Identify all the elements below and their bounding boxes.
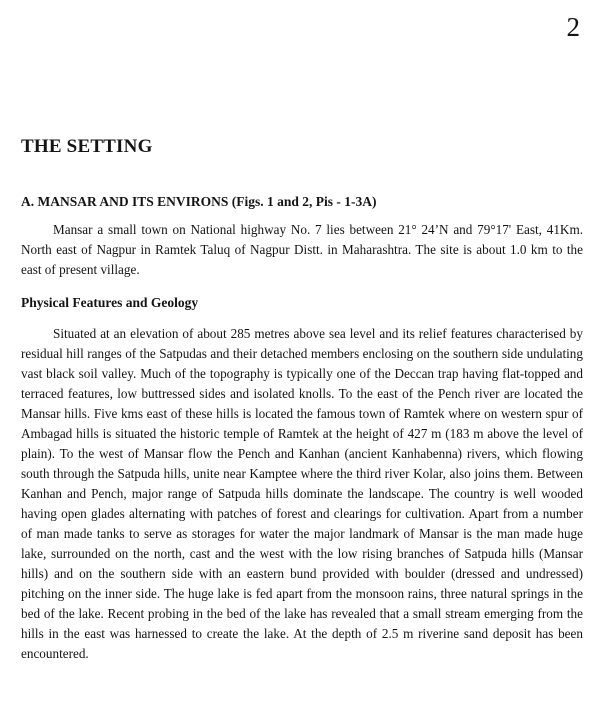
section-heading: A. MANSAR AND ITS ENVIRONS (Figs. 1 and 2, Pis - 1-3A): [21, 194, 377, 209]
chapter-title: THE SETTING: [21, 136, 153, 157]
subsection-heading: Physical Features and Geology: [21, 295, 199, 310]
section-paragraph: Mansar a small town on National highway No. 7 lies between 21° 24’N and 79°17' East, 41Km. North east of Nagpur in Ramtek Taluq of Nagpur Distt. in Maharashtra. The site is about 1.0 km to the east of present village.: [21, 222, 583, 277]
chapter-number: 2: [566, 12, 580, 42]
subsection-paragraph: Situated at an elevation of about 285 metres above sea level and its relief features characterised by residual hill ranges of the Satpudas and their detached members enclosing on the southern side undulating vast black soil valley. Much of the topography is typically one of the Deccan trap having flat-topped and terraced features, low buttressed sides and isolated knolls. To the east of the Pench river are located the Mansar hills. Five kms east of these hills is located the famous town of Ramtek where on western spur of Ambagad hills is situated the historic temple of Ramtek at the height of 427 m (183 m above the level of plain). To the west of Mansar flow the Pench and Kanhan (ancient Kanhabenna) rivers, which flowing south through the Satpuda hills, unite near Kamptee where the third river Kolar, also joins them. Between Kanhan and Pench, major range of Satpuda hills dominate the landscape. The country is well wooded having open glades alternating with patches of forest and clearings for cultivation. Apart from a number of man made tanks to serve as storages for water the major landmark of Mansar is the man made huge lake, surrounded on the north, cast and the west with the low rising branches of Satpuda hills (Mansar hills) and on the southern side with an eastern bund provided with boulder (dressed and undressed) pitching on the inner side. The huge lake is fed apart from the monsoon rains, three natural springs in the bed of the lake. Recent probing in the bed of the lake has revealed that a small stream emerging from the hills in the east was harnessed to create the lake. At the depth of 2.5 m riverine sand deposit has been encountered.: [21, 326, 583, 661]
